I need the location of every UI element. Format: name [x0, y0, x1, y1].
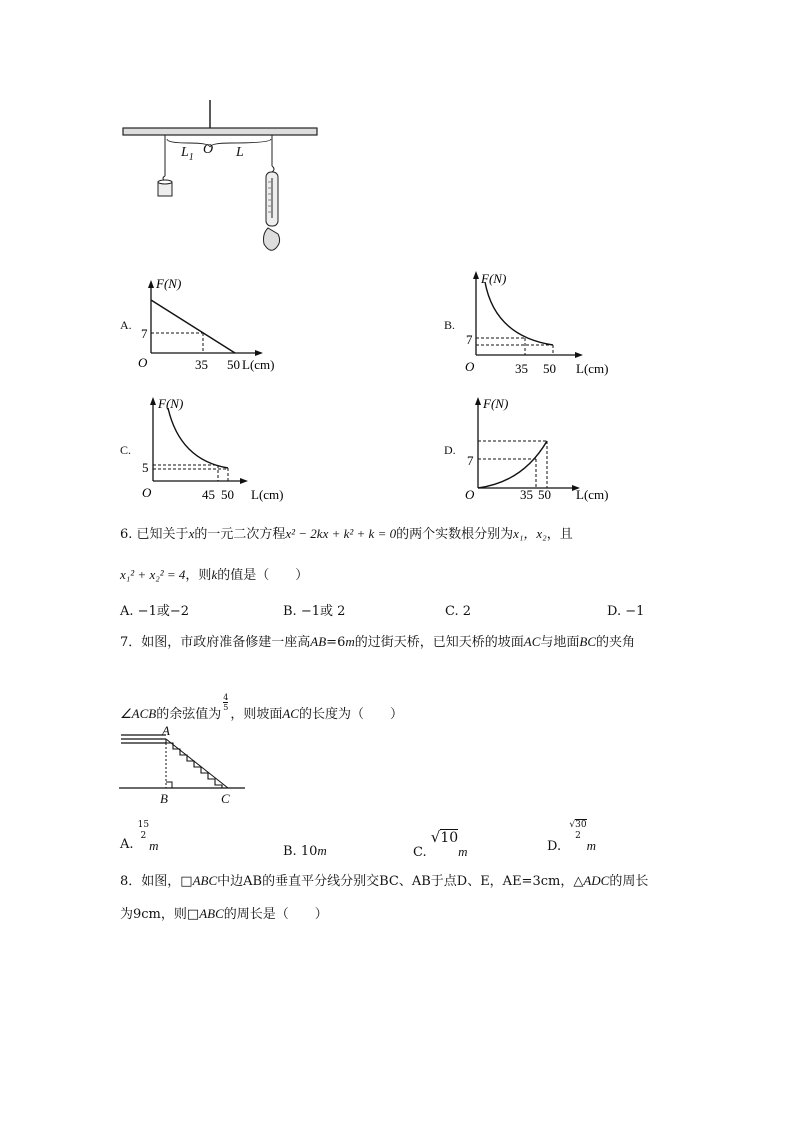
graph-b-ylabel: F(N): [481, 271, 507, 286]
graph-d-xlabel: L(cm): [576, 487, 609, 502]
graph-a-ylabel: F(N): [156, 276, 182, 291]
q6-option-b[interactable]: B. −1或 2: [283, 604, 346, 619]
graph-b: [463, 266, 623, 378]
graph-c-tick-45: 45: [202, 487, 215, 502]
graph-d-tick-50: 50: [538, 487, 551, 502]
q8-line2: 为9cm，则□ABC的周长是（ ）: [120, 906, 328, 922]
lever-label-o: O: [203, 142, 214, 157]
graph-d-origin: O: [465, 487, 475, 502]
bridge-label-c: C: [221, 791, 230, 806]
graph-a-origin: O: [138, 355, 148, 370]
q7-line1: 7．如图，市政府准备修建一座高AB=6m的过街天桥，已知天桥的坡面AC与地面BC的夹角: [120, 634, 636, 650]
graph-a-tick-50: 50: [227, 357, 240, 372]
graph-a: [138, 275, 298, 373]
q7-option-c[interactable]: C. √10m: [413, 828, 468, 860]
q7-option-b[interactable]: B. 10m: [283, 843, 327, 859]
graph-a-xlabel: L(cm): [242, 357, 275, 372]
bridge-label-a: A: [162, 723, 170, 738]
q6-line1: 6. 已知关于x的一元二次方程x² − 2kx + k² + k = 0的两个实数根分别为x₁，x₂，且: [120, 526, 573, 542]
graph-b-tick-35: 35: [515, 361, 528, 376]
graph-b-y7: 7: [466, 332, 473, 347]
lever-figure: [110, 98, 330, 263]
graph-c-ylabel: F(N): [158, 396, 184, 411]
q6-line2: x₁² + x₂² = 4，则k的值是（ ）: [120, 567, 309, 583]
graph-b-origin: O: [465, 359, 475, 374]
graph-a-tick-35: 35: [195, 357, 208, 372]
q7-option-a[interactable]: A. 15 2 m: [120, 820, 159, 853]
graph-b-xlabel: L(cm): [576, 361, 609, 376]
bridge-label-b: B: [160, 791, 168, 806]
graph-d-y7: 7: [467, 453, 474, 468]
graph-d: [463, 392, 623, 504]
graph-c-tick-50: 50: [221, 487, 234, 502]
q8-line1: 8．如图，□ABC中边AB的垂直平分线分别交BC、AB于点D、E，AE=3cm，△ADC的周长: [120, 873, 649, 889]
option-d-letter: D.: [444, 443, 456, 457]
graph-c: [138, 392, 298, 504]
q7-option-d[interactable]: D. √30 2 m: [547, 820, 596, 854]
graph-d-ylabel: F(N): [483, 396, 509, 411]
option-c-letter: C.: [120, 443, 132, 457]
lever-label-l1: $L_1$: [181, 145, 194, 163]
q6-option-c[interactable]: C. 2: [445, 604, 472, 619]
option-b-letter: B.: [444, 318, 456, 332]
q6-option-a[interactable]: A. −1或−2: [120, 604, 189, 619]
option-a-letter: A.: [120, 318, 132, 332]
graph-c-xlabel: L(cm): [251, 487, 284, 502]
q7-line2: ∠ACB的余弦值为 $\frac{4}{5}$ ，则坡面AC的长度为（ ）: [120, 693, 403, 722]
q6-option-d[interactable]: D. −1: [607, 604, 645, 619]
graph-b-tick-50: 50: [543, 361, 556, 376]
graph-c-y5: 5: [142, 460, 149, 475]
graph-a-y7: 7: [141, 326, 148, 341]
lever-label-l: L: [236, 145, 244, 160]
graph-c-origin: O: [142, 485, 152, 500]
graph-d-tick-35: 35: [520, 487, 533, 502]
